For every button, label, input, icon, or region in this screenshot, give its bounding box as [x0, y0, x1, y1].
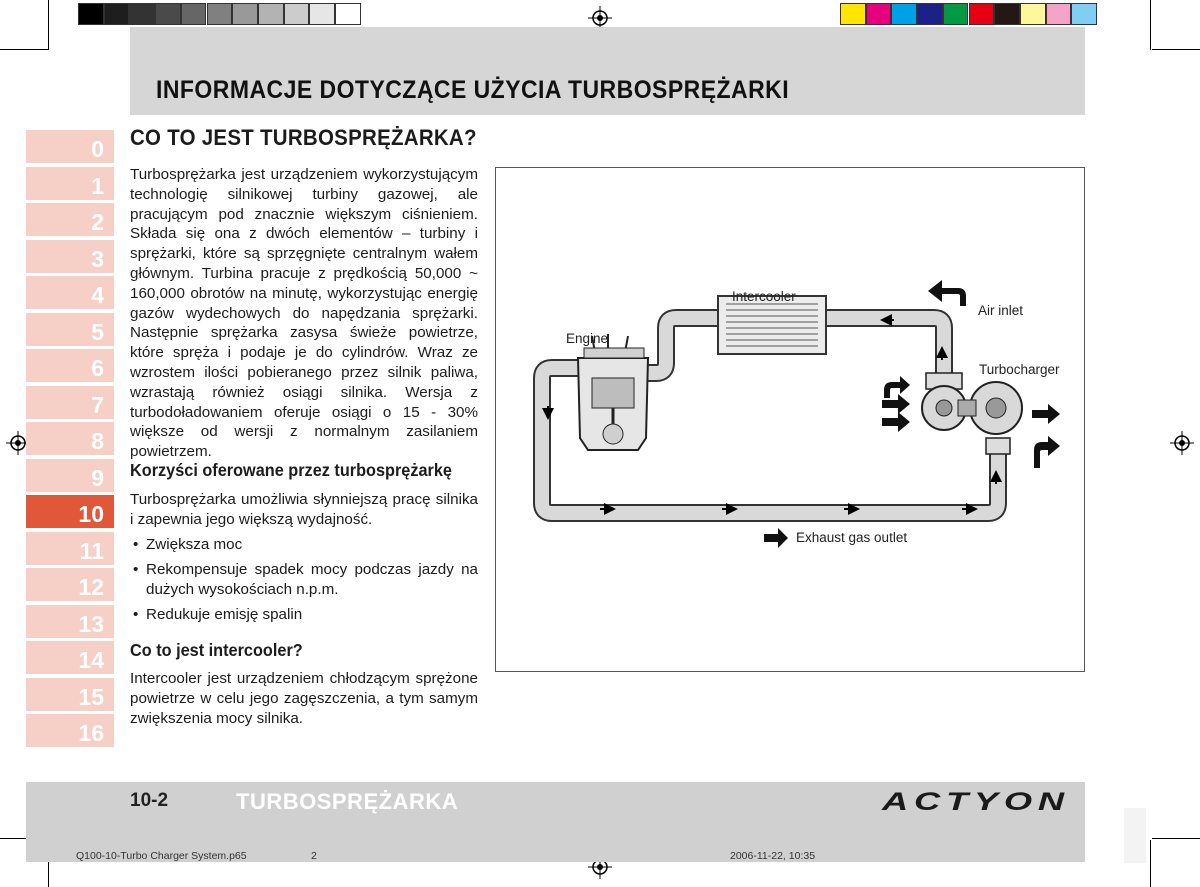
- gray-swatch: [155, 3, 181, 25]
- chapter-tab-12[interactable]: 12: [26, 568, 114, 601]
- intercooler-heading: Co to jest intercooler?: [130, 640, 303, 660]
- color-swatch: [969, 3, 995, 25]
- chapter-tab-8[interactable]: 8: [26, 422, 114, 455]
- chapter-tab-16[interactable]: 16: [26, 714, 114, 747]
- registration-mark-right: [1170, 431, 1194, 455]
- page-title: INFORMACJE DOTYCZĄCE UŻYCIA TURBOSPRĘŻARKI: [156, 76, 790, 104]
- corner-tab: [1124, 808, 1146, 863]
- gray-swatch: [181, 3, 207, 25]
- chapter-tab-11[interactable]: 11: [26, 532, 114, 565]
- color-swatch: [943, 3, 969, 25]
- air-inlet-arrow: [928, 280, 966, 306]
- chapter-tab-3[interactable]: 3: [26, 240, 114, 273]
- gray-swatch: [335, 3, 361, 25]
- exhaust-legend-arrow: [764, 528, 788, 548]
- page-number: 10-2: [130, 790, 169, 811]
- color-swatch: [1020, 3, 1046, 25]
- color-swatch: [840, 3, 866, 25]
- engine-block: [578, 334, 648, 450]
- turbocharger-unit: [922, 373, 1022, 454]
- chapter-tab-15[interactable]: 15: [26, 678, 114, 711]
- gray-swatch: [284, 3, 310, 25]
- benefits-heading: Korzyści oferowane przez turbosprężarkę: [130, 460, 452, 480]
- gray-swatch: [232, 3, 258, 25]
- turbocharger-label: Turbocharger: [979, 362, 1060, 377]
- file-name: Q100-10-Turbo Charger System.p65: [76, 850, 247, 862]
- chapter-tab-4[interactable]: 4: [26, 276, 114, 309]
- bullet-text: Zwiększa moc: [146, 536, 243, 553]
- bullet-text: Redukuje emisję spalin: [146, 606, 303, 623]
- bullet-dot: •: [133, 561, 139, 578]
- bullet-text: Rekompensuje spadek mocy podczas jazdy na dużych wysokościach n.p.m.: [146, 561, 478, 598]
- bypass-arrows: [882, 376, 910, 432]
- chapter-tab-6[interactable]: 6: [26, 349, 114, 382]
- chapter-tab-1[interactable]: 1: [26, 167, 114, 200]
- gray-swatch: [129, 3, 155, 25]
- turbo-diagram: [495, 167, 1085, 672]
- color-swatch: [1046, 3, 1072, 25]
- engine-label: Engine: [566, 331, 609, 346]
- intercooler-core: [718, 296, 826, 354]
- bullet-dot: •: [133, 536, 139, 553]
- section-heading: CO TO JEST TURBOSPRĘŻARKA?: [130, 125, 477, 150]
- outlet-arrows: [1032, 404, 1060, 468]
- exhaust-gas-outlet-label: Exhaust gas outlet: [796, 530, 908, 545]
- chapter-tab-2[interactable]: 2: [26, 203, 114, 236]
- chapter-tab-0[interactable]: 0: [26, 130, 114, 163]
- gray-swatch: [207, 3, 233, 25]
- intercooler-label: Intercooler: [732, 289, 796, 304]
- brand-logo: ACTYON: [882, 788, 1070, 816]
- file-page: 2: [311, 850, 317, 862]
- intro-paragraph: Turbosprężarka jest urządzeniem wykorzystującym technologię silnikowej turbiny gazowej, ale pracującym pod znacznie większym ciśnieniem. Składa się ona z dwóch elementów – turbiny i sprężarki, które są sprzęgnięte centralnym wałem głównym. Turbina pracuje z prędkością 50,000 ~ 160,000 obrotów na minutę, wykorzystując energię gazów wydechowych do napędzania sprężarki. Następnie sprężarka zasysa świeże powietrze, które spręża i podaje je do cylindrów. Wraz ze wzrostem ilości pobieranego przez silnik paliwa, wzrastają również osiągi silnika. Wersja z turbodoładowaniem oferuje osiągi o 15 - 30% większe od wersji z normalnym zasilaniem powietrzem.: [130, 166, 478, 461]
- color-swatch: [866, 3, 892, 25]
- chapter-tab-10[interactable]: 10: [26, 495, 114, 528]
- bullet-item: [130, 605, 478, 625]
- bullet-item: [130, 535, 478, 555]
- color-swatch: [994, 3, 1020, 25]
- chapter-tab-13[interactable]: 13: [26, 605, 114, 638]
- footer-section-title: TURBOSPRĘŻARKA: [236, 789, 459, 814]
- chapter-tab-9[interactable]: 9: [26, 459, 114, 492]
- intercooler-paragraph: Intercooler jest urządzeniem chłodzącym sprężone powietrze w celu jego zagęszczenia, a tym samym zwiększenia mocy silnika.: [130, 670, 478, 727]
- chapter-tab-7[interactable]: 7: [26, 386, 114, 419]
- air-inlet-label: Air inlet: [978, 303, 1024, 318]
- chapter-tab-5[interactable]: 5: [26, 313, 114, 346]
- gray-swatch: [104, 3, 130, 25]
- gray-swatch: [309, 3, 335, 25]
- bullet-item: [130, 560, 478, 600]
- chapter-tab-14[interactable]: 14: [26, 641, 114, 674]
- color-swatch: [917, 3, 943, 25]
- turbo-diagram-illustration: [496, 168, 1084, 671]
- color-swatch: [891, 3, 917, 25]
- gray-swatch: [258, 3, 284, 25]
- file-timestamp: 2006-11-22, 10:35: [730, 850, 816, 862]
- color-swatch: [1071, 3, 1097, 25]
- bullet-dot: •: [133, 606, 139, 623]
- gray-swatch: [78, 3, 104, 25]
- benefits-intro: Turbosprężarka umożliwia słynniejszą pracę silnika i zapewnia jego większą wydajność.: [130, 491, 478, 528]
